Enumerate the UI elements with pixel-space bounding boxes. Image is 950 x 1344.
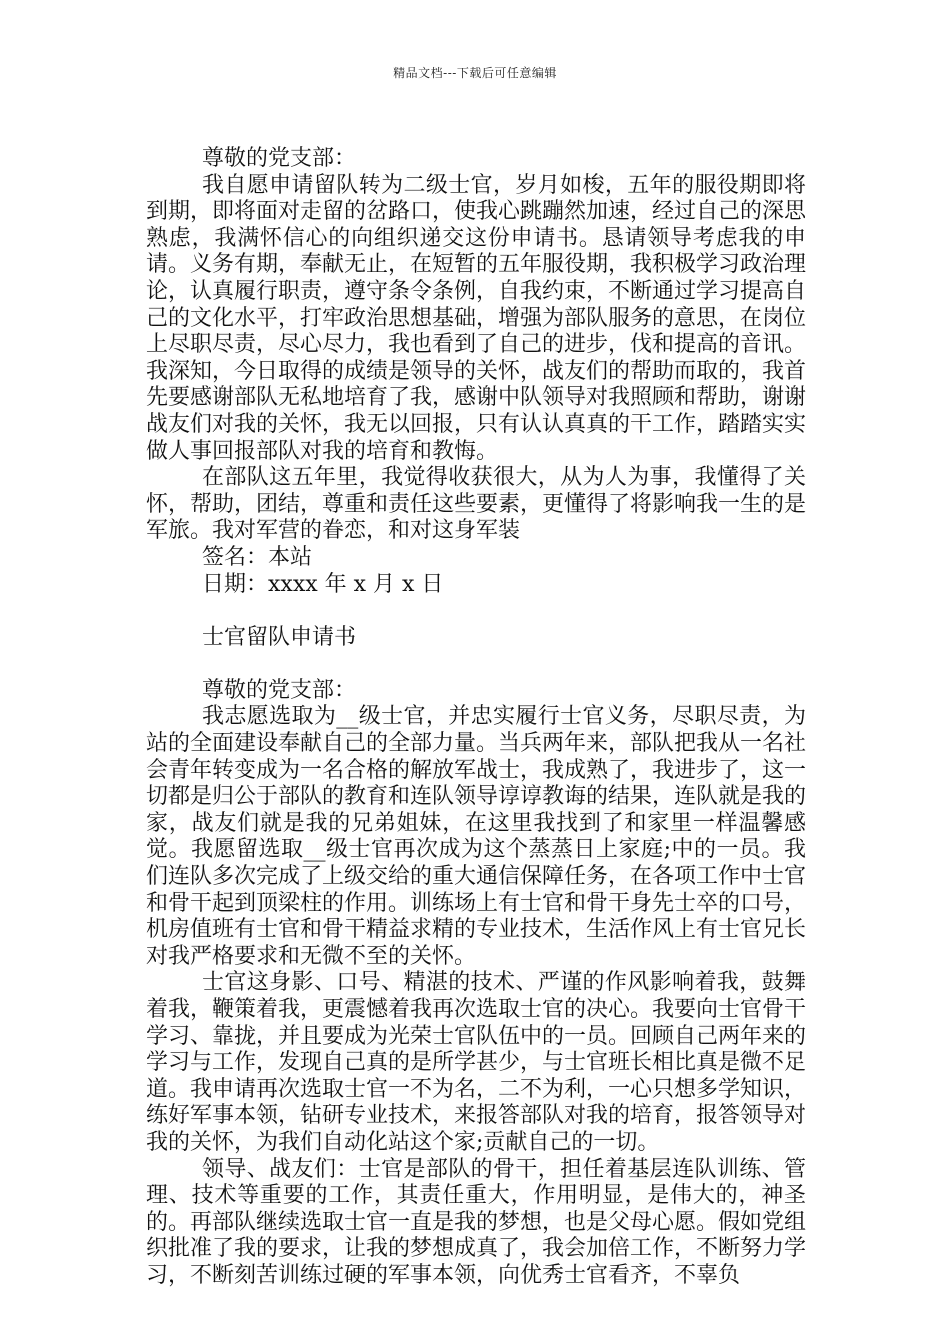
spacer (146, 651, 806, 678)
paragraph: 我志愿选取为__级士官，并忠实履行士官义务，尽职尽责，为站的全面建设奉献自己的全部力量。当兵两年来，部队把我从一名社会青年转变成为一名合格的解放军战士，我成熟了，我进步了，这一切都是归公于部队的教育和连队领导谆谆教诲的结果，连队就是我的家，战友们就是我的兄弟姐妹，在这里我找到了和家里一样温馨感觉。我愿留选取__级士官再次成为这个蒸蒸日上家庭;中的一员。我们连队多次完成了上级交给的重大通信保障任务，在各项工作中士官和骨干起到顶梁柱的作用。训练场上有士官和骨干身先士卒的口号，机房值班有士官和骨干精益求精的专业技术，生活作风上有士官兄长对我严格要求和无微不至的关怀。 (146, 704, 807, 969)
paragraph: 士官这身影、口号、精湛的技术、严谨的作风影响着我，鼓舞着我，鞭策着我，更震憾着我再次选取士官的决心。我要向士官骨干学习、靠拢，并且要成为光荣士官队伍中的一员。回顾自己两年来的学习与工作，发现自己真的是所学甚少，与士官班长相比真是微不足道。我申请再次选取士官一不为名，二不为利，一心只想多学知识，练好军事本领，钻研专业技术，来报答部队对我的培育，报答领导对我的关怀，为我们自动化站这个家;贡献自己的一切。 (146, 970, 807, 1155)
paragraph: 我自愿申请留队转为二级士官，岁月如梭，五年的服役期即将到期，即将面对走留的岔路口，使我心跳蹦然加速，经过自己的深思熟虑，我满怀信心的向组织递交这份申请书。恳请领导考虑我的申请。义务有期，奉献无止，在短暂的五年服役期，我积极学习政治理论，认真履行职责，遵守条令条例，自我约束，不断通过学习提高自己的文化水平，打牢政治思想基础，增强为部队服务的意思，在岗位上尽职尽责，尽心尽力，我也看到了自己的进步，伐和提高的音讯。我深知，今日取得的成绩是领导的关怀，战友们的帮助而取的，我首先要感谢部队无私地培育了我，感谢中队领导对我照顾和帮助，谢谢战友们对我的关怀，我无以回报，只有认认真真的干工作，踏踏实实做人事回报部队对我的培育和教悔。 (146, 172, 807, 464)
salutation: 尊敬的党支部： (202, 146, 357, 171)
paragraph: 领导、战友们：士官是部队的骨干，担任着基层连队训练、管理、技术等重要的工作，其责任重大，作用明显，是伟大的，神圣的。再部队继续选取士官一直是我的梦想，也是父母心愿。假如党组织批准了我的要求，让我的梦想成真了，我会加倍工作，不断努力学习，不断刻苦训练过硬的军事本领，向优秀士官看齐，不辜负 (146, 1156, 807, 1288)
signature: 签名：本站 (202, 544, 313, 570)
salutation: 尊敬的党支部： (202, 677, 357, 703)
spacer (146, 598, 806, 625)
document-title: 士官留队申请书 (202, 624, 357, 650)
page-header: 精品文档---下载后可任意编辑 (393, 66, 557, 80)
date-line: 日期：xxxx 年 x 月 x 日 (202, 571, 444, 597)
document-body (146, 146, 806, 1290)
paragraph: 在部队这五年里，我觉得收获很大，从为人为事，我懂得了关怀，帮助，团结，尊重和责任这些要素，更懂得了将影响我一生的是军旅。我对军营的眷恋，和对这身军装 (146, 465, 807, 544)
